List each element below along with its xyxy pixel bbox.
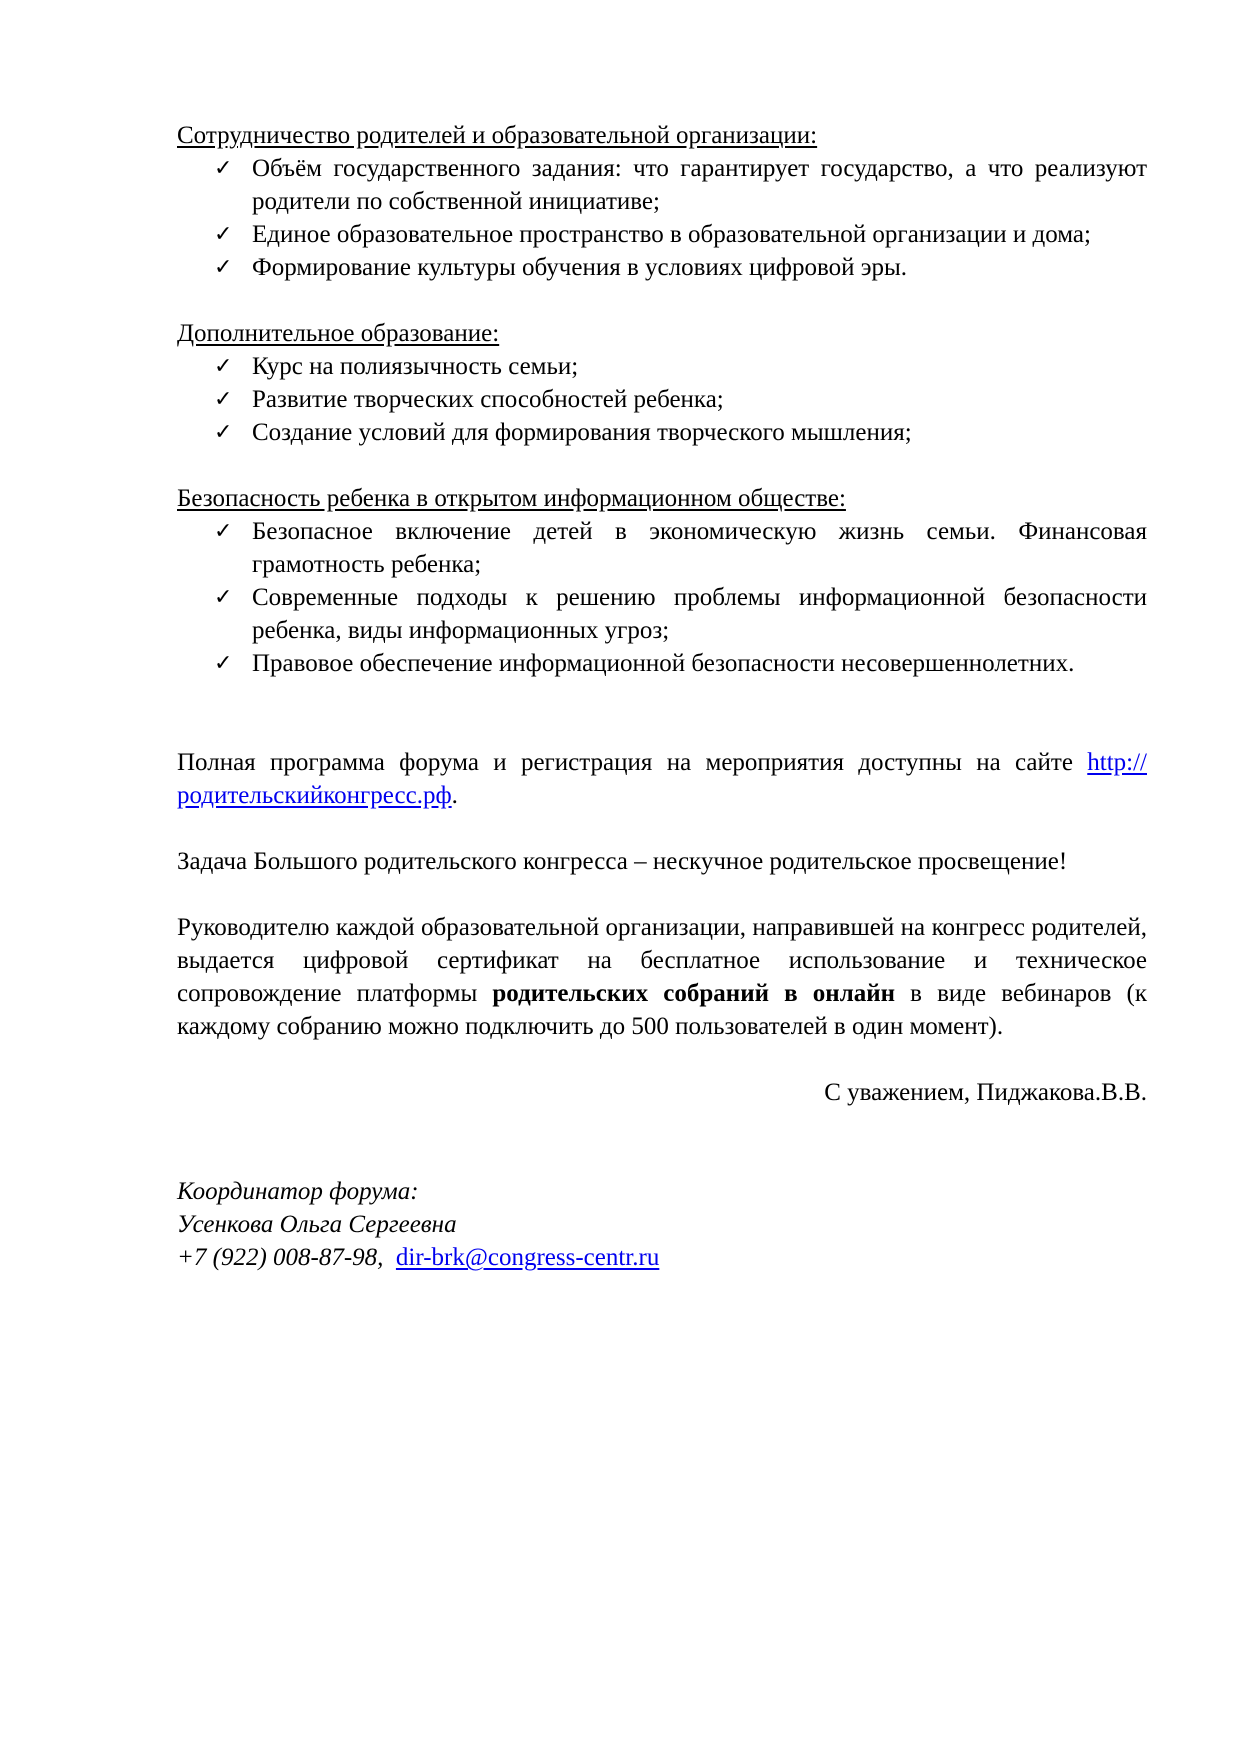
coordinator-block [177,1175,1147,1274]
document-page [177,119,1147,1274]
list-item [177,647,1147,680]
check-icon: ✓ [214,222,233,247]
list-item-text: Объём государственного задания: что гарантирует государство, а что реализуют родители по собственной инициативе; [252,155,1147,215]
coordinator-contacts [177,1241,1147,1274]
list-item-text: Создание условий для формирования творческого мышления; [252,419,912,446]
list-item-text: Современные подходы к решению проблемы информационной безопасности ребенка, виды информационных угроз; [252,584,1147,644]
check-icon: ✓ [214,651,233,676]
coordinator-email-link[interactable]: dir-brk@congress-centr.ru [395,1244,660,1271]
section-cooperation [177,119,1147,284]
checklist [177,152,1147,284]
program-text: Полная программа форума и регистрация на мероприятия доступны на сайте [177,749,1088,776]
list-item [177,251,1147,284]
list-item-text: Развитие творческих способностей ребенка; [252,386,724,413]
certificate-text-2: в виде вебинаров (к каждому собранию можно подключить до 500 пользователей в один момент). [177,980,1147,1040]
spacer [177,1043,1147,1076]
check-icon: ✓ [214,519,233,544]
list-item-text: Курс на полиязычность семьи; [252,353,579,380]
spacer [177,812,1147,845]
list-item [177,515,1147,581]
spacer [177,284,1147,317]
task-paragraph: Задача Большого родительского конгресса – нескучное родительское просвещение! [177,848,1068,875]
certificate-text-1: Руководителю каждой образовательной организации, направившей на конгресс родителей, выдается цифровой сертификат на бесплатное использование и техническое сопровождение платформы [177,914,1147,1007]
spacer [177,878,1147,911]
check-icon: ✓ [214,354,233,379]
check-icon: ✓ [214,387,233,412]
coordinator-title: Координатор форума: [177,1178,419,1205]
spacer [177,680,1147,746]
section-heading: Сотрудничество родителей и образовательной организации: [177,122,818,149]
check-icon: ✓ [214,156,233,181]
program-paragraph [177,746,1147,812]
section-heading: Дополнительное образование: [177,320,500,347]
section-heading: Безопасность ребенка в открытом информационном обществе: [177,485,846,512]
list-item-text: Безопасное включение детей в экономическую жизнь семьи. Финансовая грамотность ребенка; [252,518,1147,578]
list-item [177,383,1147,416]
list-item [177,350,1147,383]
section-child-safety [177,482,1147,680]
certificate-bold-text: родительских собраний в онлайн [492,980,896,1007]
spacer [177,449,1147,482]
spacer [177,1109,1147,1175]
list-item [177,218,1147,251]
check-icon: ✓ [214,585,233,610]
signature: С уважением, Пиджакова.В.В. [824,1079,1147,1106]
check-icon: ✓ [214,255,233,280]
list-item [177,152,1147,218]
list-item-text: Единое образовательное пространство в образовательной организации и дома; [252,221,1091,248]
list-item [177,416,1147,449]
coordinator-name: Усенкова Ольга Сергеевна [177,1211,457,1238]
checklist [177,515,1147,680]
list-item-text: Правовое обеспечение информационной безопасности несовершеннолетних. [252,650,1075,677]
checklist [177,350,1147,449]
list-item-text: Формирование культуры обучения в условиях цифровой эры. [252,254,908,281]
program-suffix: . [451,782,458,809]
list-item [177,581,1147,647]
section-additional-education [177,317,1147,449]
congress-website-link[interactable]: http://родительскийконгресс.рф [177,749,1147,809]
check-icon: ✓ [214,420,233,445]
certificate-paragraph [177,911,1147,1043]
coordinator-phone: +7 (922) 008-87-98, [177,1244,384,1271]
